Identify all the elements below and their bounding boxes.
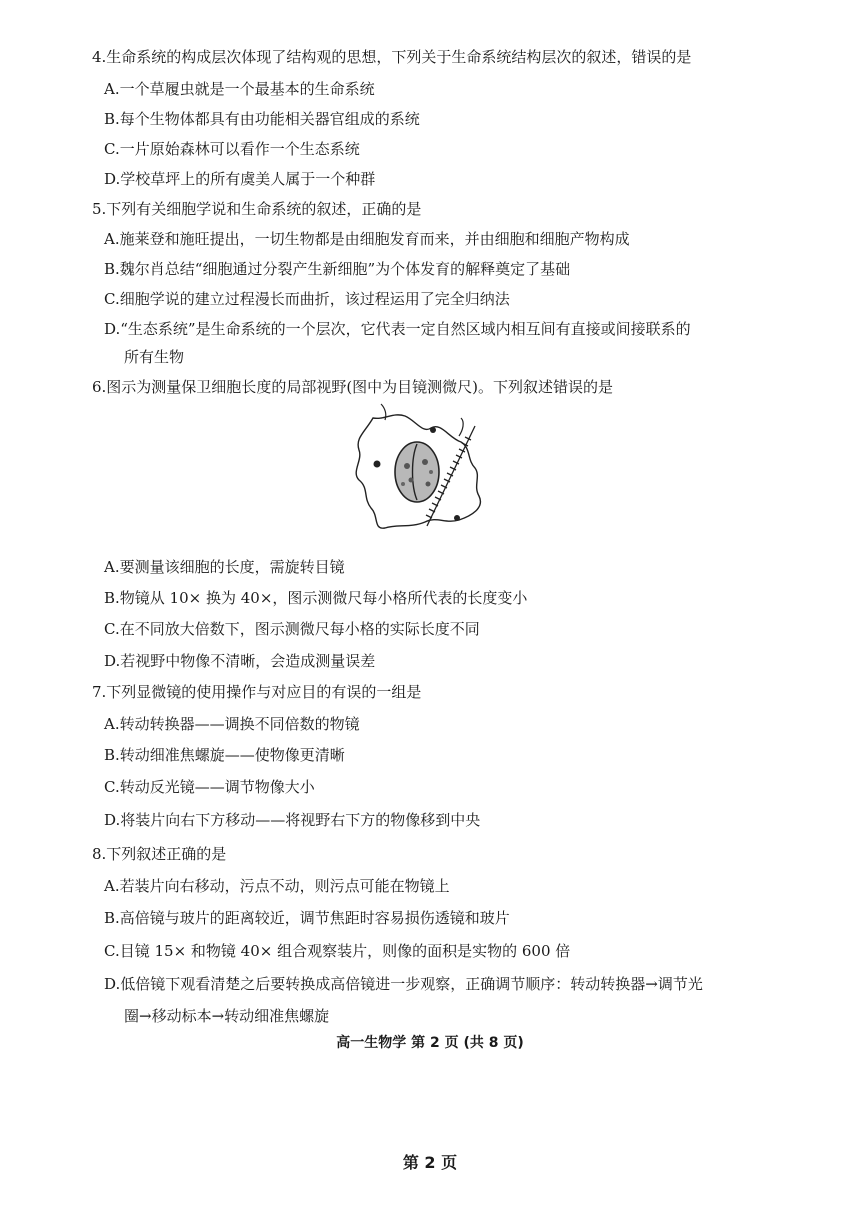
question-4-option-a: A.一个草履虫就是一个最基本的生命系统	[104, 80, 375, 98]
question-7-option-d: D.将装片向右下方移动——将视野右下方的物像移到中央	[104, 811, 481, 829]
question-5-stem: 5.下列有关细胞学说和生命系统的叙述，正确的是	[92, 200, 422, 218]
question-6-option-b: B.物镜从 10× 换为 40×，图示测微尺每小格所代表的长度变小	[104, 589, 528, 607]
question-7-option-b: B.转动细准焦螺旋——使物像更清晰	[104, 746, 345, 764]
question-4-option-d: D.学校草坪上的所有虞美人属于一个种群	[104, 170, 376, 188]
guard-cells	[395, 442, 439, 502]
question-5-option-d: D.“生态系统”是生命系统的一个层次，它代表一定自然区域内相互间有直接或间接联系的	[104, 320, 691, 338]
question-7-option-a: A.转动转换器——调换不同倍数的物镜	[104, 715, 360, 733]
question-6-stem: 6.图示为测量保卫细胞长度的局部视野(图中为目镜测微尺)。下列叙述错误的是	[92, 378, 614, 396]
question-8-option-d-continuation: 圈→移动标本→转动细准焦螺旋	[124, 1007, 330, 1025]
page-number: 第 2 页	[402, 1153, 458, 1172]
question-8-stem: 8.下列叙述正确的是	[92, 845, 227, 863]
question-7-option-c: C.转动反光镜——调节物像大小	[104, 778, 315, 796]
question-8-option-a: A.若装片向右移动，污点不动，则污点可能在物镜上	[104, 877, 450, 895]
question-6-option-c: C.在不同放大倍数下，图示测微尺每小格的实际长度不同	[104, 620, 480, 638]
question-8-option-d: D.低倍镜下观看清楚之后要转换成高倍镜进一步观察，正确调节顺序：转动转换器→调节光	[104, 975, 703, 993]
page-footer: 高一生物学 第 2 页 (共 8 页)	[336, 1035, 524, 1051]
question-7-stem: 7.下列显微镜的使用操作与对应目的有误的一组是	[92, 683, 422, 701]
question-4-option-c: C.一片原始森林可以看作一个生态系统	[104, 140, 360, 158]
guard-cell-micrometer-figure	[345, 398, 505, 538]
question-4-stem: 4.生命系统的构成层次体现了结构观的思想，下列关于生命系统结构层次的叙述，错误的是	[92, 48, 692, 66]
question-6-option-d: D.若视野中物像不清晰，会造成测量误差	[104, 652, 376, 670]
question-8-option-b: B.高倍镜与玻片的距离较近，调节焦距时容易损伤透镜和玻片	[104, 909, 510, 927]
question-4-option-b: B.每个生物体都具有由功能相关器官组成的系统	[104, 110, 420, 128]
question-5-option-b: B.魏尔肖总结“细胞通过分裂产生新细胞”为个体发育的解释奠定了基础	[104, 260, 571, 278]
question-8-option-c: C.目镜 15× 和物镜 40× 组合观察装片，则像的面积是实物的 600 倍	[104, 942, 571, 960]
question-5-option-a: A.施莱登和施旺提出，一切生物都是由细胞发育而来，并由细胞和细胞产物构成	[104, 230, 630, 248]
question-6-option-a: A.要测量该细胞的长度，需旋转目镜	[104, 558, 345, 576]
question-5-option-d-continuation: 所有生物	[124, 348, 185, 366]
question-5-option-c: C.细胞学说的建立过程漫长而曲折，该过程运用了完全归纳法	[104, 290, 510, 308]
